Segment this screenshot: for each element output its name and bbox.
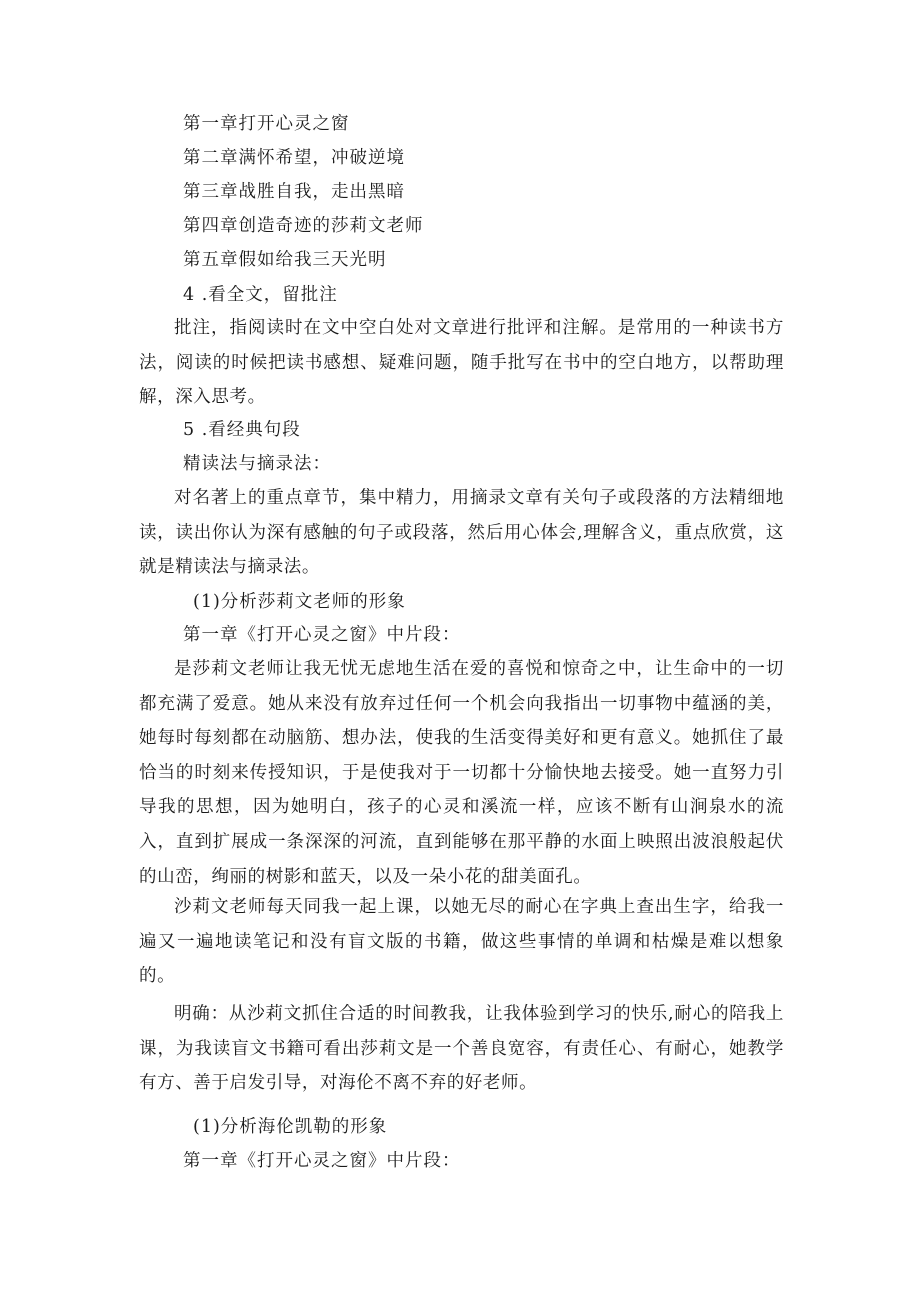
toc-item-5: 第五章假如给我三天光明 — [183, 250, 387, 270]
toc-item-3: 第三章战胜自我，走出黑暗 — [183, 182, 405, 202]
toc-item-4: 第四章创造奇迹的莎莉文老师 — [183, 216, 424, 236]
annotation-paragraph: 批注，指阅读时在文中空白处对文章进行批评和注解。是常用的一种读书方法，阅读的时候把读书感想、疑难问题，随手批写在书中的空白地方，以帮助理解，深入思考。 — [139, 318, 784, 408]
toc-item-2: 第二章满怀希望，冲破逆境 — [183, 148, 405, 168]
part-1-title: (1)分析莎莉文老师的形象 — [193, 592, 406, 612]
part-2-title: (1)分析海伦凯勒的形象 — [193, 1117, 388, 1137]
method-title: 精读法与摘录法： — [183, 454, 331, 474]
excerpt-paragraph-1: 是莎莉文老师让我无忧无虑地生活在爱的喜悦和惊奇之中，让生命中的一切都充满了爱意。她从来没有放弃过任何一个机会向我指出一切事物中蕴涵的美，她每时每刻都在动脑筋、想办法，使我的生活变得美好和更有意义。她抓住了最恰当的时刻来传授知识，于是使我对于一切都十分愉快地去接受。她一直努力引导我的思想，因为她明白，孩子的心灵和溪流一样，应该不断有山涧泉水的流入，直到扩展成一条深深的河流，直到能够在那平静的水面上映照出波浪般起伏的山峦，绚丽的树影和蓝天，以及一朵小花的甜美面孔。 — [139, 659, 784, 887]
excerpt-paragraph-2: 沙莉文老师每天同我一起上课，以她无尽的耐心在字典上查出生字，给我一遍又一遍地读笔记和没有盲文版的书籍，做这些事情的单调和枯燥是难以想象的。 — [139, 897, 784, 987]
method-paragraph: 对名著上的重点章节，集中精力，用摘录文章有关句子或段落的方法精细地读，读出你认为深有感触的句子或段落，然后用心体会,理解含义，重点欣赏，这就是精读法与摘录法。 — [139, 488, 784, 578]
part-1-source: 第一章《打开心灵之窗》中片段： — [183, 625, 461, 645]
section-4-heading: 4 .看全文，留批注 — [183, 285, 338, 305]
section-5-heading: 5 .看经典句段 — [183, 420, 301, 440]
toc-item-1: 第一章打开心灵之窗 — [183, 114, 350, 134]
part-2-source: 第一章《打开心灵之窗》中片段： — [183, 1151, 461, 1171]
answer-paragraph: 明确：从沙莉文抓住合适的时间教我，让我体验到学习的快乐,耐心的陪我上课，为我读盲文书籍可看出莎莉文是一个善良宽容，有责任心、有耐心，她教学有方、善于启发引导，对海伦不离不弃的好老师。 — [139, 1004, 784, 1094]
